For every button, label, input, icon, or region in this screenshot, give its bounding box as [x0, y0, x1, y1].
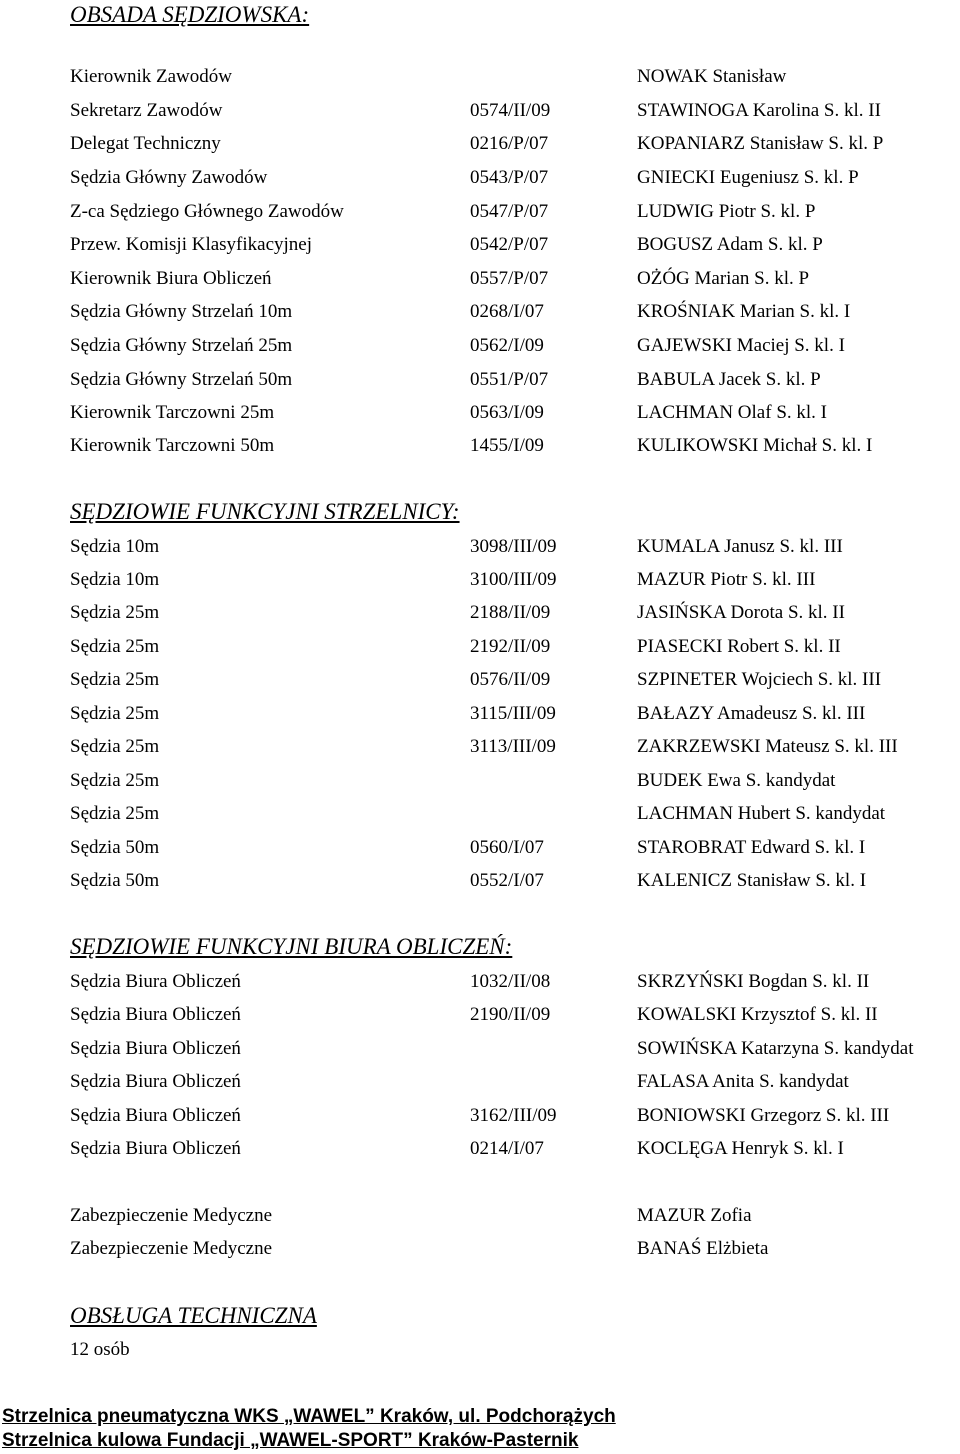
role-cell: Kierownik Tarczowni 50m	[70, 435, 275, 456]
license-cell: 0551/P/07	[470, 369, 549, 390]
license-cell: 1455/I/09	[470, 435, 544, 456]
license-cell: 0216/P/07	[470, 133, 549, 154]
role-cell: Sędzia Biura Obliczeń	[70, 971, 241, 992]
license-cell: 1032/II/08	[470, 971, 551, 992]
role-cell: Sędzia Główny Strzelań 10m	[70, 301, 293, 322]
section-title-scoring-office-judges: SĘDZIOWIE FUNKCYJNI BIURA OBLICZEŃ:	[70, 934, 513, 959]
role-cell: Sędzia Biura Obliczeń	[70, 1071, 241, 1092]
name-cell: LACHMAN Hubert S. kandydat	[637, 803, 886, 824]
role-cell: Sędzia Główny Strzelań 25m	[70, 335, 293, 356]
name-cell: BONIOWSKI Grzegorz S. kl. III	[637, 1105, 890, 1126]
license-cell: 0562/I/09	[470, 335, 544, 356]
role-cell: Sędzia 25m	[70, 770, 160, 791]
name-cell: BABULA Jacek S. kl. P	[637, 369, 821, 390]
role-cell: Sędzia Biura Obliczeń	[70, 1138, 241, 1159]
role-cell: Sędzia 25m	[70, 703, 160, 724]
name-cell: MAZUR Piotr S. kl. III	[637, 569, 816, 590]
license-cell: 0574/II/09	[470, 100, 551, 121]
role-cell: Sędzia 10m	[70, 569, 160, 590]
name-cell: JASIŃSKA Dorota S. kl. II	[637, 602, 845, 623]
section-title-technical-service: OBSŁUGA TECHNICZNA	[70, 1303, 317, 1328]
role-cell: Sędzia 25m	[70, 669, 160, 690]
license-cell: 0268/I/07	[470, 301, 544, 322]
license-cell: 0576/II/09	[470, 669, 551, 690]
role-cell: Zabezpieczenie Medyczne	[70, 1205, 273, 1226]
license-cell: 0563/I/09	[470, 402, 544, 423]
role-cell: Sędzia 50m	[70, 870, 160, 891]
footer-line-air-range: Strzelnica pneumatyczna WKS „WAWEL” Kraków, ul. Podchorążych	[2, 1406, 616, 1427]
name-cell: PIASECKI Robert S. kl. II	[637, 636, 841, 657]
name-cell: ZAKRZEWSKI Mateusz S. kl. III	[637, 736, 898, 757]
name-cell: SOWIŃSKA Katarzyna S. kandydat	[637, 1038, 914, 1059]
role-cell: Sędzia 25m	[70, 636, 160, 657]
name-cell: KULIKOWSKI Michał S. kl. I	[637, 435, 873, 456]
name-cell: GAJEWSKI Maciej S. kl. I	[637, 335, 845, 356]
name-cell: SKRZYŃSKI Bogdan S. kl. II	[637, 971, 870, 992]
name-cell: STAWINOGA Karolina S. kl. II	[637, 100, 881, 121]
name-cell: KOWALSKI Krzysztof S. kl. II	[637, 1004, 878, 1025]
role-cell: Sędzia 25m	[70, 803, 160, 824]
role-cell: Sędzia Biura Obliczeń	[70, 1038, 241, 1059]
role-cell: Przew. Komisji Klasyfikacyjnej	[70, 234, 313, 255]
footer-line-firearm-range: Strzelnica kulowa Fundacji „WAWEL-SPORT” Kraków-Pasternik	[2, 1430, 579, 1451]
role-cell: Sędzia Główny Zawodów	[70, 167, 268, 188]
name-cell: LUDWIG Piotr S. kl. P	[637, 201, 816, 222]
role-cell: Sędzia 10m	[70, 536, 160, 557]
license-cell: 3100/III/09	[470, 569, 557, 590]
name-cell: BAŁAZY Amadeusz S. kl. III	[637, 703, 866, 724]
role-cell: Sędzia Biura Obliczeń	[70, 1105, 241, 1126]
license-cell: 3162/III/09	[470, 1105, 557, 1126]
license-cell: 3115/III/09	[470, 703, 556, 724]
section-title-judging-staff: OBSADA SĘDZIOWSKA:	[70, 2, 310, 27]
role-cell: Delegat Techniczny	[70, 133, 221, 154]
role-cell: Kierownik Tarczowni 25m	[70, 402, 275, 423]
license-cell: 0542/P/07	[470, 234, 549, 255]
name-cell: KUMALA Janusz S. kl. III	[637, 536, 843, 557]
name-cell: KROŚNIAK Marian S. kl. I	[637, 301, 851, 322]
license-cell: 0214/I/07	[470, 1138, 544, 1159]
name-cell: STAROBRAT Edward S. kl. I	[637, 837, 866, 858]
name-cell: KOPANIARZ Stanisław S. kl. P	[637, 133, 884, 154]
name-cell: KALENICZ Stanisław S. kl. I	[637, 870, 867, 891]
license-cell: 0560/I/07	[470, 837, 544, 858]
role-cell: Sędzia 25m	[70, 736, 160, 757]
role-cell: Zabezpieczenie Medyczne	[70, 1238, 273, 1259]
role-cell: Sędzia Główny Strzelań 50m	[70, 369, 293, 390]
name-cell: KOCLĘGA Henryk S. kl. I	[637, 1138, 844, 1159]
name-cell: BOGUSZ Adam S. kl. P	[637, 234, 823, 255]
name-cell: SZPINETER Wojciech S. kl. III	[637, 669, 882, 690]
name-cell: BUDEK Ewa S. kandydat	[637, 770, 836, 791]
role-cell: Sędzia 25m	[70, 602, 160, 623]
license-cell: 2190/II/09	[470, 1004, 551, 1025]
license-cell: 0547/P/07	[470, 201, 549, 222]
name-cell: MAZUR Zofia	[637, 1205, 752, 1226]
name-cell: OŻÓG Marian S. kl. P	[637, 268, 810, 289]
license-cell: 2192/II/09	[470, 636, 551, 657]
role-cell: Sędzia Biura Obliczeń	[70, 1004, 241, 1025]
section-title-range-judges: SĘDZIOWIE FUNKCYJNI STRZELNICY:	[70, 499, 460, 524]
license-cell: 3098/III/09	[470, 536, 557, 557]
role-cell: Kierownik Zawodów	[70, 66, 232, 87]
name-cell: LACHMAN Olaf S. kl. I	[637, 402, 827, 423]
role-cell: Sekretarz Zawodów	[70, 100, 223, 121]
role-cell: Sędzia 50m	[70, 837, 160, 858]
name-cell: FALASA Anita S. kandydat	[637, 1071, 849, 1092]
license-cell: 2188/II/09	[470, 602, 551, 623]
name-cell: NOWAK Stanisław	[637, 66, 787, 87]
license-cell: 0552/I/07	[470, 870, 544, 891]
license-cell: 0557/P/07	[470, 268, 549, 289]
license-cell: 0543/P/07	[470, 167, 549, 188]
role-cell: Z-ca Sędziego Głównego Zawodów	[70, 201, 344, 222]
license-cell: 3113/III/09	[470, 736, 556, 757]
name-cell: BANAŚ Elżbieta	[637, 1238, 769, 1259]
role-cell: Kierownik Biura Obliczeń	[70, 268, 272, 289]
technical-staff-count: 12 osób	[70, 1339, 130, 1360]
name-cell: GNIECKI Eugeniusz S. kl. P	[637, 167, 859, 188]
